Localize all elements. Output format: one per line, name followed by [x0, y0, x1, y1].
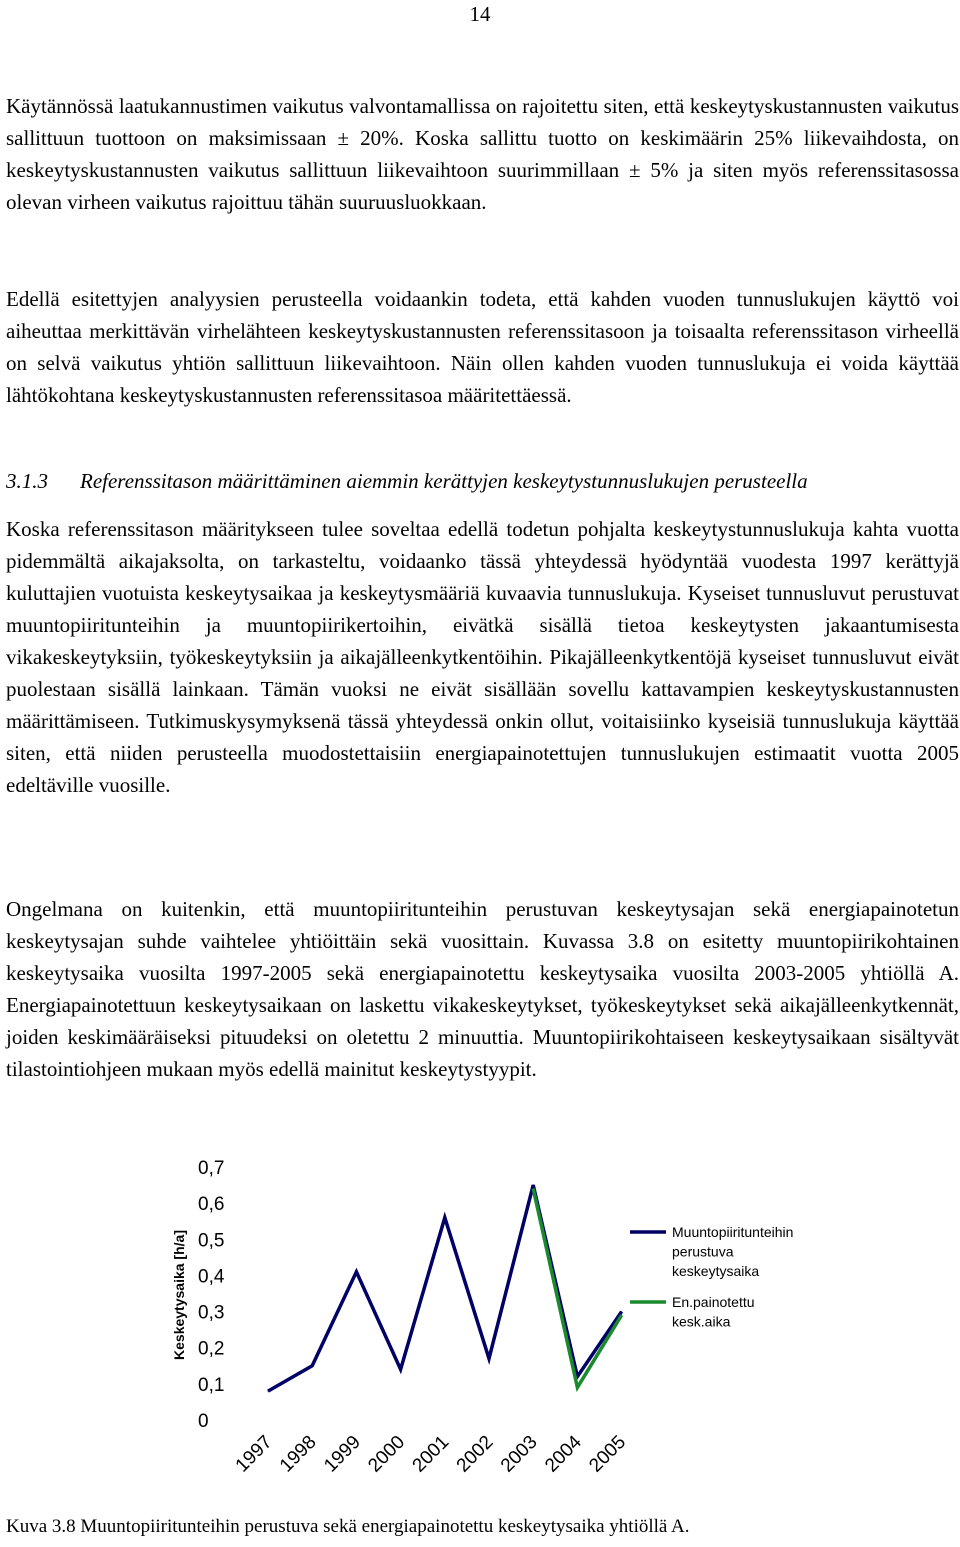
- y-tick-label: 0,3: [198, 1302, 225, 1324]
- data-point: [577, 1376, 578, 1377]
- y-tick-label: 0,1: [198, 1374, 225, 1396]
- x-tick-label: 2000: [364, 1431, 410, 1477]
- x-tick-label: 1997: [231, 1431, 277, 1477]
- y-tick-label: 0,6: [198, 1194, 225, 1216]
- section-number: 3.1.3: [6, 469, 48, 493]
- series-line-1: [268, 1185, 622, 1391]
- x-tick-label: 2004: [541, 1431, 586, 1477]
- figure-caption: Kuva 3.8 Muuntopiiritunteihin perustuva sekä energiapainotettu keskeytysaika yhtiöllä A.: [6, 1516, 690, 1537]
- data-point: [489, 1358, 490, 1359]
- page-number: 14: [469, 2, 491, 26]
- legend-label-2: En.painotettu: [672, 1294, 755, 1310]
- section-title: Referenssitason määrittäminen aiemmin kerättyjen keskeytystunnuslukujen perusteella: [80, 469, 808, 493]
- data-point: [577, 1387, 578, 1388]
- paragraph-4: Ongelmana on kuitenkin, että muuntopiiritunteihin perustuvan keskeytysajan sekä energiapainotetun keskeytysajan suhde vaihtelee yhtiöittäin sekä vuosittain. Kuvassa 3.8 on esitetty muuntopiirikohtainen keskeytysaika vuosilta 1997-2005 sekä energiapainotettu keskeytysaika vuosilta 2003-2005 yhtiöllä A. Energiapainotettuun keskeytysaikaan on laskettu vikakeskeytykset, työkeskeytykset sekä aikajälleenkytkennät, joiden keskimääräiseksi pituudeksi on oletettu 2 minuuttia. Muuntopiirikohtaiseen keskeytysaikaan sisältyvät tilastointiohjeen mukaan myös edellä mainitut keskeytystyypit.: [6, 897, 959, 1081]
- x-tick-label: 1999: [320, 1431, 365, 1477]
- data-point: [533, 1188, 534, 1189]
- x-tick-label: 2005: [585, 1431, 631, 1477]
- x-tick-label: 2002: [452, 1431, 498, 1477]
- legend-label-1: Muuntopiiritunteihin: [672, 1224, 794, 1240]
- data-point: [356, 1271, 357, 1272]
- y-tick-label: 0,7: [198, 1158, 225, 1179]
- legend-label-1: perustuva: [672, 1243, 734, 1260]
- legend-label-1: keskeytysaika: [672, 1263, 760, 1279]
- series-line-2: [533, 1189, 621, 1388]
- legend-label-2: kesk.aika: [672, 1313, 731, 1330]
- chart: [0, 1140, 960, 1510]
- data-point: [621, 1311, 622, 1312]
- y-axis-title: Keskeytysaika [h/a]: [171, 1230, 187, 1360]
- section-heading: [6, 466, 959, 496]
- data-point: [621, 1315, 622, 1316]
- data-point: [444, 1217, 445, 1218]
- data-point: [312, 1365, 313, 1366]
- y-tick-label: 0,5: [198, 1230, 225, 1252]
- x-tick-label: 1998: [275, 1431, 321, 1477]
- y-tick-label: 0,2: [198, 1338, 225, 1360]
- x-tick-label: 2001: [408, 1431, 454, 1477]
- paragraph-1: Käytännössä laatukannustimen vaikutus valvontamallissa on rajoitettu siten, että keskeytyskustannusten vaikutus sallittuun tuottoon on maksimissaan ± 20%. Koska sallittu tuotto on keskimäärin 25% liikevaihdosta, on keskeytyskustannusten vaikutus sallittuun liikevaihtoon suurimmillaan ± 5% ja siten myös referenssitasossa olevan virheen vaikutus rajoittuu tähän suuruusluokkaan.: [6, 94, 959, 214]
- data-point: [533, 1185, 534, 1186]
- y-tick-label: 0,4: [198, 1266, 225, 1288]
- data-point: [268, 1391, 269, 1392]
- paragraph-3: Koska referenssitason määritykseen tulee soveltaa edellä todetun pohjalta keskeytystunnuslukuja kahta vuotta pidemmältä aikajaksolta, on tarkasteltu, voidaanko tässä yhteydessä hyödyntää vuodesta 1997 kerättyjä kuluttajien vuotuista keskeytysaikaa ja keskeytysmääriä kuvaavia tunnuslukuja. Kyseiset tunnusluvut perustuvat muuntopiiritunteihin ja muuntopiirikertoihin, eivätkä sisällä tietoa keskeytysten jakaantumisesta vikakeskeytyksiin, työkeskeytyksiin ja aikajälleenkytkentöihin. Pikajälleenkytkentöjä kyseiset tunnusluvut eivät puolestaan sisällä lainkaan. Tämän vuoksi ne eivät sisällään sovellu kattavampien keskeytyskustannusten määrittämiseen. Tutkimuskysymyksenä tässä yhteydessä onkin ollut, voitaisiinko kyseisiä tunnuslukuja käyttää siten, että niiden perusteella muodostettaisiin energiapainotettujen tunnuslukujen estimaatit vuotta 2005 edeltäville vuosille.: [6, 517, 959, 797]
- data-point: [400, 1369, 401, 1370]
- paragraph-2: Edellä esitettyjen analyysien perusteella voidaankin todeta, että kahden vuoden tunnuslukujen käyttö voi aiheuttaa merkittävän virhelähteen keskeytyskustannusten referenssitasoon ja toisaalta referenssitason virheellä on selvä vaikutus yhtiön sallittuun liikevaihtoon. Näin ollen kahden vuoden tunnuslukuja ei voida käyttää lähtökohtana keskeytyskustannusten referenssitasoa määritettäessä.: [6, 287, 959, 407]
- x-tick-label: 2003: [496, 1431, 542, 1477]
- y-tick-label: 0: [198, 1411, 209, 1432]
